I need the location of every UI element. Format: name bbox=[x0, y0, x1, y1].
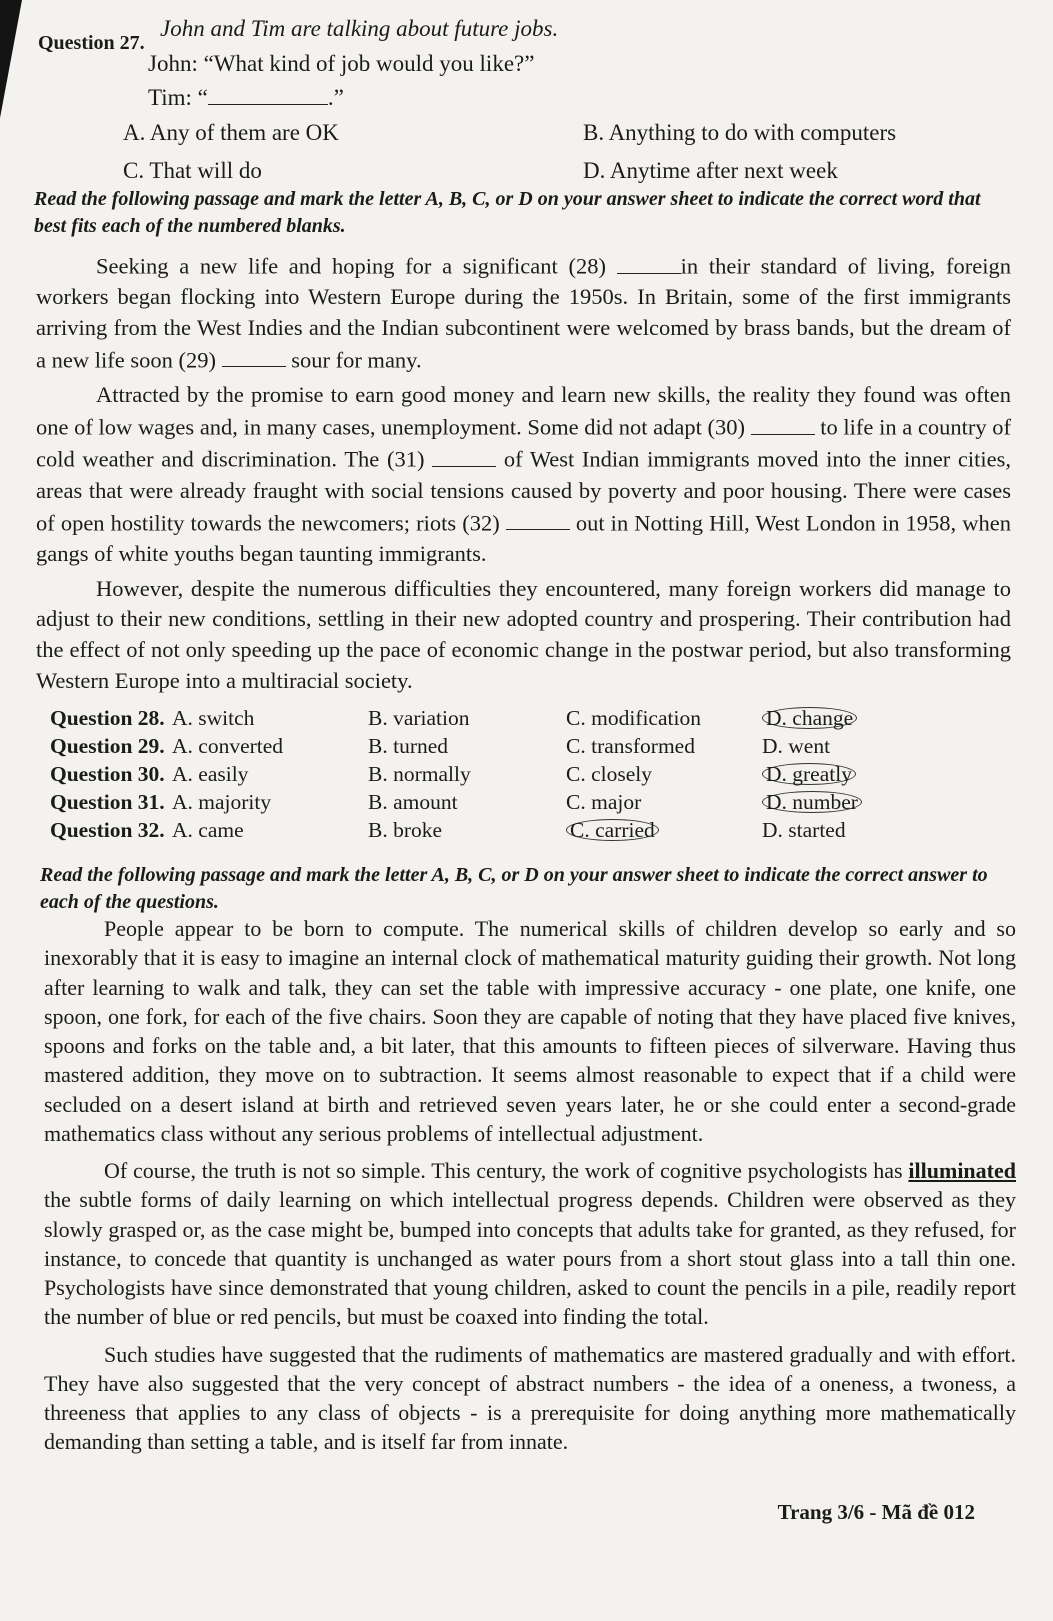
choice-a: A. easily bbox=[172, 762, 249, 786]
option-c: C. That will do bbox=[123, 158, 262, 183]
answer-row-29 bbox=[50, 732, 1010, 760]
scan-shadow bbox=[0, 0, 22, 118]
choice-d: D. started bbox=[762, 818, 846, 842]
option-a: A. Any of them are OK bbox=[123, 119, 339, 145]
instruction-cloze: Read the following passage and mark the letter A, B, C, or D on your answer sheet to indicate the correct word that best fits each of the numbered blanks. bbox=[34, 188, 981, 237]
blank-31 bbox=[432, 443, 496, 467]
text-run: out in Notting Hill, West London in 1958, when gangs of white youths began taunting immigrants. bbox=[36, 510, 1011, 566]
passage-immigration bbox=[36, 250, 1011, 701]
text-run: Attracted by the promise to earn good money and learn new skills, the reality they found was often one of low wages and, in many cases, unemployment. Some did not adapt (30) bbox=[36, 382, 1011, 440]
choice-b: B. amount bbox=[368, 790, 458, 814]
answer-options-28-32 bbox=[50, 704, 1010, 844]
choice-a: A. converted bbox=[172, 734, 284, 758]
text-run: to life in a country of cold weather and discrimination. The (31) bbox=[36, 414, 1011, 472]
text-run: the subtle forms of daily learning on which intellectual progress depends. Children were observed as they slowly grasped or, as the case might be, bumped into concepts that adults take for granted, as they refused, for instance, to concede that quantity is unchanged as water pours from a short stout glass into a tall thin one. Psychologists have since demonstrated that young children, asked to count the pencils in a pile, readily report the number of blue or red pencils, but must be coaxed into finding the total. bbox=[44, 1187, 1016, 1330]
answer-row-32 bbox=[50, 816, 1010, 844]
choice-d bbox=[762, 760, 962, 788]
choice-c: C. modification bbox=[566, 706, 701, 730]
answer-row-28 bbox=[50, 704, 1010, 732]
choice-a: A. came bbox=[172, 818, 244, 842]
choice-d bbox=[762, 788, 962, 816]
question-27-options bbox=[123, 116, 1038, 189]
question-27-stem: John and Tim are talking about future jobs. bbox=[160, 16, 559, 41]
passage2-paragraph-2 bbox=[44, 1156, 1016, 1332]
text-run: in their standard of living, foreign workers began flocking into Western Europe during the 1950s. In Britain, some of the first immigrants arriving from the West Indies and the Indian subcontinent were welcomed by brass bands, but the dream of a new life soon (29) bbox=[36, 253, 1011, 373]
choice-b: B. turned bbox=[368, 734, 449, 758]
answer-row-31 bbox=[50, 788, 1010, 816]
question-number: Question 31. bbox=[50, 790, 165, 814]
page-footer: Trang 3/6 - Mã đề 012 bbox=[777, 1500, 975, 1524]
tim-prefix: Tim: “ bbox=[148, 85, 208, 110]
underlined-word: illuminated bbox=[908, 1158, 1016, 1183]
circled-choice: C. carried bbox=[566, 819, 659, 841]
text-run: Of course, the truth is not so simple. This century, the work of cognitive psychologists has bbox=[104, 1158, 909, 1183]
passage2-paragraph-1: People appear to be born to compute. The numerical skills of children develop so early and so inexorably that it is easy to imagine an internal clock of mathematical maturity guiding their growth. Not long after learning to walk and talk, they can set the table with impressive accuracy - one plate, one knife, one spoon, one fork, for each of the five chairs. Soon they are capable of noting that they have placed five knives, spoons and forks on the table and, a bit later, that this amounts to fifteen pieces of silverware. Having thus mastered addition, they move on to subtraction. It seems almost reasonable to expect that if a child were secluded on a desert island at birth and retrieved seven years later, he or she could enter a second-grade mathematics class without any serious problems of intellectual adjustment. bbox=[44, 916, 1016, 1146]
question-number: Question 29. bbox=[50, 734, 165, 758]
passage1-paragraph-3: However, despite the numerous difficulties they encountered, many foreign workers did manage to adjust to their new conditions, settling in their new adopted country and prospering. Their contribution had the effect of not only speeding up the pace of economic change in the postwar period, but also transforming Western Europe into a multiracial society. bbox=[36, 575, 1011, 694]
text-run: sour for many. bbox=[285, 347, 422, 373]
text-run: of West Indian immigrants moved into the inner cities, areas that were already fraught with social tensions caused by poverty and poor housing. There were cases of open hostility towards the newcomers; riots (32) bbox=[36, 446, 1012, 535]
choice-b: B. variation bbox=[368, 706, 470, 730]
blank-28 bbox=[617, 250, 681, 274]
instruction-reading: Read the following passage and mark the letter A, B, C, or D on your answer sheet to indicate the correct answer to each of the questions. bbox=[40, 864, 988, 913]
john-line: John: “What kind of job would you like?” bbox=[148, 50, 535, 76]
choice-b: B. broke bbox=[368, 818, 443, 842]
answer-blank bbox=[208, 81, 328, 105]
question-number: Question 32. bbox=[50, 818, 165, 842]
passage2-paragraph-3: Such studies have suggested that the rudiments of mathematics are mastered gradually and with effort. They have also suggested that the very concept of abstract numbers - the idea of a oneness, a twoness, a threeness that applies to any class of objects - is a prerequisite for doing anything more mathematically demanding than setting a table, and is itself far from innate. bbox=[44, 1341, 1016, 1455]
choice-c: C. major bbox=[566, 790, 642, 814]
text-run: Seeking a new life and hoping for a significant (28) bbox=[96, 253, 617, 279]
question-27 bbox=[38, 12, 1038, 189]
answer-row-30 bbox=[50, 760, 1010, 788]
tim-line bbox=[148, 81, 1038, 116]
option-b: B. Anything to do with computers bbox=[583, 119, 897, 145]
choice-c: C. closely bbox=[566, 762, 652, 786]
circled-choice: D. change bbox=[762, 707, 857, 729]
passage-mathematics bbox=[44, 914, 1016, 1465]
circled-choice: D. number bbox=[762, 791, 862, 813]
passage1-paragraph-2 bbox=[36, 380, 1011, 569]
tim-suffix: .” bbox=[327, 85, 344, 110]
blank-32 bbox=[506, 507, 570, 531]
question-27-label: Question 27. bbox=[38, 32, 145, 54]
choice-a: A. switch bbox=[172, 706, 255, 730]
choice-a: A. majority bbox=[172, 790, 272, 814]
choice-c bbox=[566, 816, 762, 844]
circled-choice: D. greatly bbox=[762, 763, 856, 785]
blank-30 bbox=[751, 411, 815, 435]
choice-d bbox=[762, 704, 962, 732]
question-number: Question 30. bbox=[50, 762, 165, 786]
question-number: Question 28. bbox=[50, 706, 165, 730]
blank-29 bbox=[222, 344, 286, 368]
choice-d: D. went bbox=[762, 734, 831, 758]
choice-c: C. transformed bbox=[566, 734, 695, 758]
passage1-paragraph-1 bbox=[36, 250, 1011, 376]
option-d: D. Anytime after next week bbox=[583, 158, 838, 183]
choice-b: B. normally bbox=[368, 762, 471, 786]
